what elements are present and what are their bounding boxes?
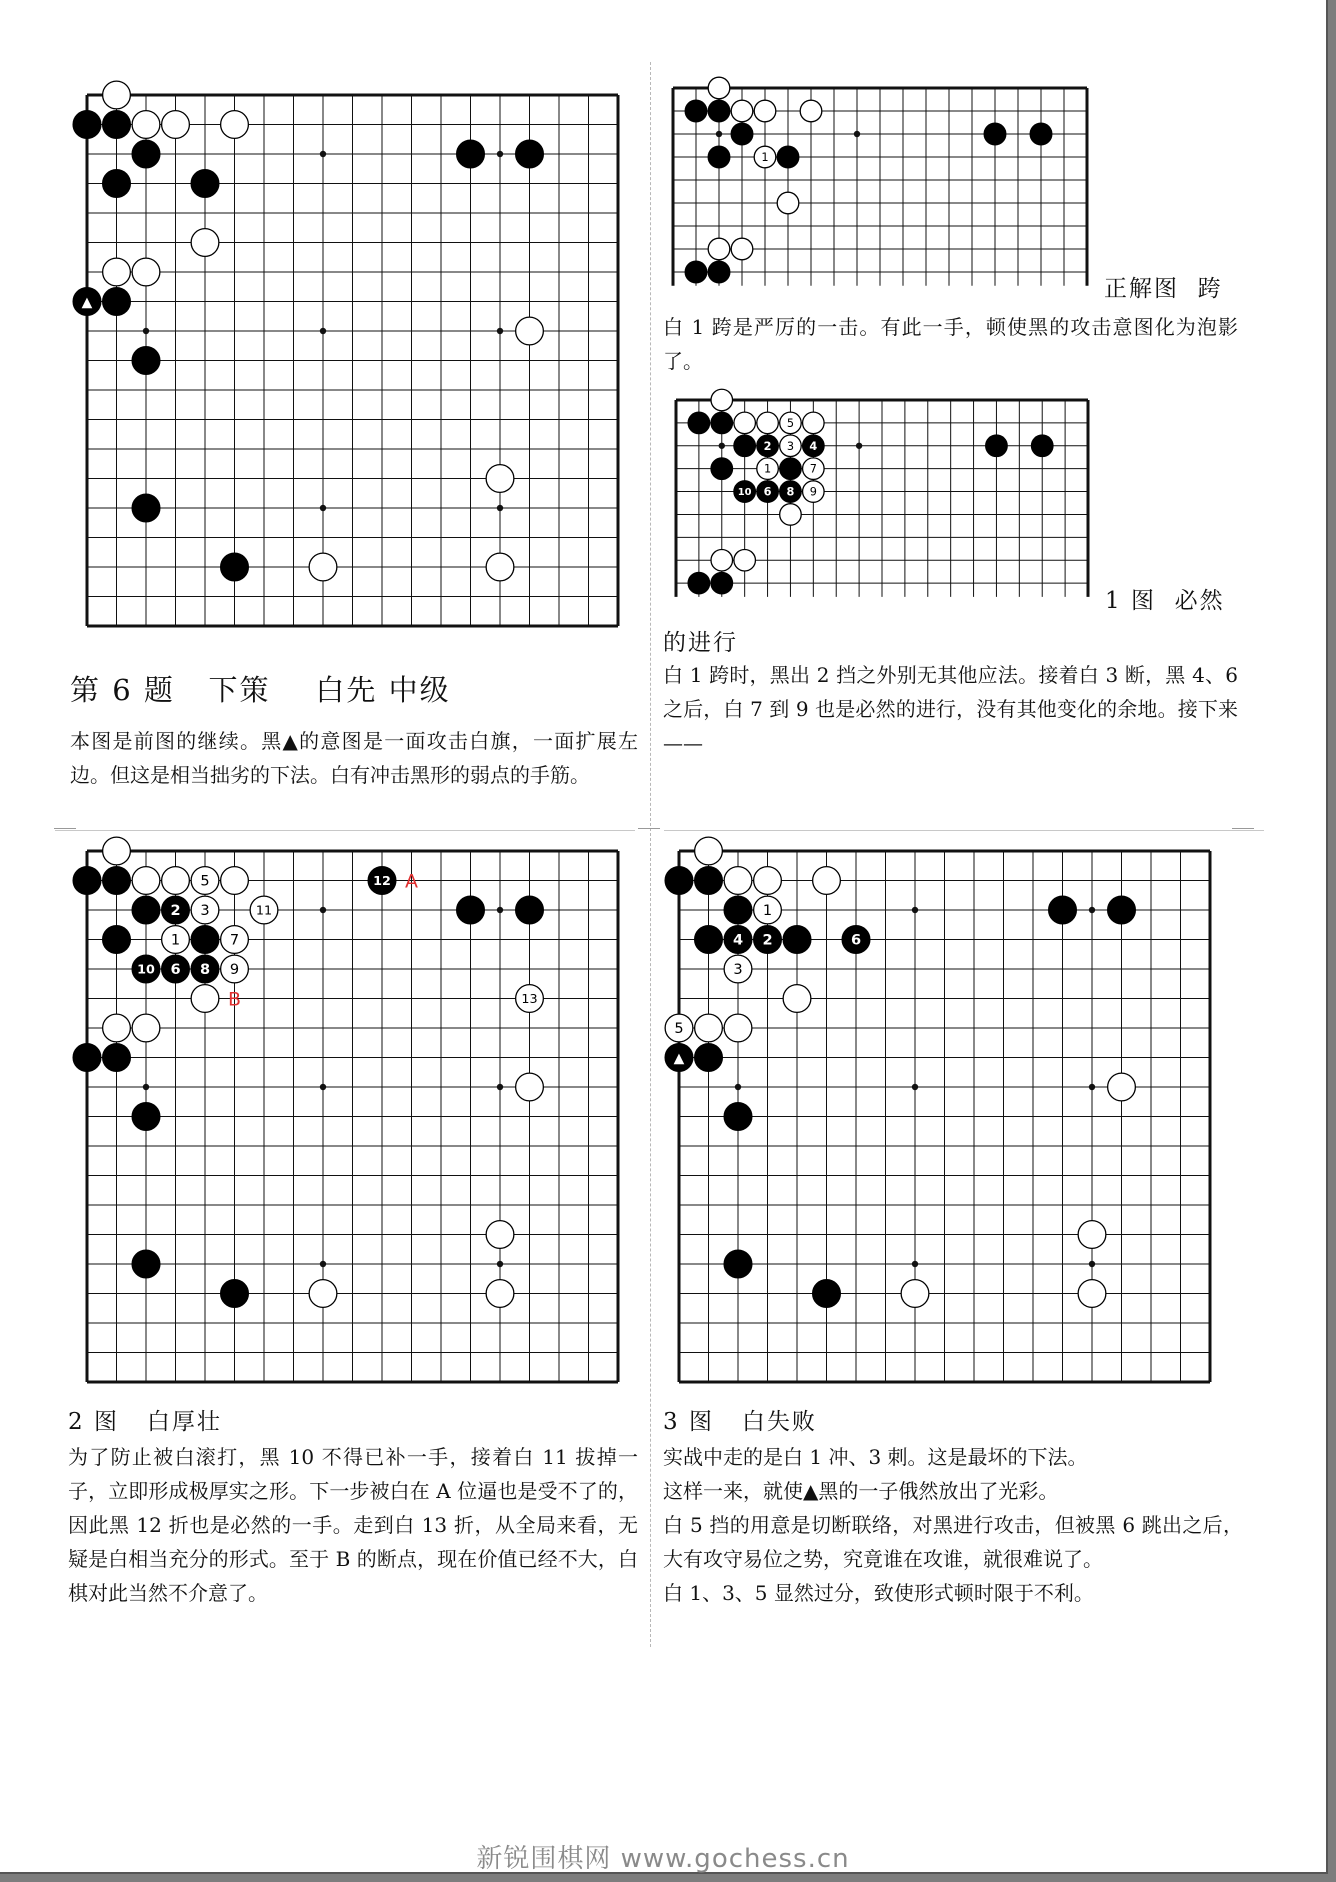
white-stone — [724, 867, 752, 895]
white-stone — [754, 896, 782, 924]
white-stone — [162, 926, 190, 954]
hoshi-point — [497, 505, 503, 511]
solution-paragraph: 白 1 跨是严厉的一击。有此一手，顿使黑的攻击意图化为泡影了。 — [663, 315, 1238, 373]
hoshi-point — [320, 328, 326, 334]
svg-text:9: 9 — [229, 961, 240, 979]
black-stone — [711, 572, 733, 594]
white-stone — [221, 955, 249, 983]
fig3-line-3: 白 5 挡的用意是切断联络，对黑进行攻击，但被黑 6 跳出之后，大有攻守易位之势，究竟谁在攻谁，就很难说了。 — [663, 1513, 1243, 1571]
hoshi-point — [320, 907, 326, 913]
white-stone — [132, 111, 160, 139]
white-stone — [754, 867, 782, 895]
fig1-caption: 1 图 必然 — [1105, 588, 1225, 614]
black-stone — [132, 896, 160, 924]
black-stone — [103, 170, 131, 198]
white-stone — [1108, 1073, 1136, 1101]
svg-text:13: 13 — [521, 992, 538, 1008]
white-stone — [132, 1014, 160, 1042]
svg-text:11: 11 — [255, 903, 273, 919]
svg-text:5: 5 — [786, 416, 795, 430]
hoshi-point — [320, 151, 326, 157]
white-stone — [757, 412, 779, 434]
hoshi-point — [716, 131, 722, 137]
black-stone — [665, 1044, 693, 1072]
white-stone — [103, 837, 131, 865]
white-stone — [695, 837, 723, 865]
black-stone — [813, 1280, 841, 1308]
solution-caption: 正解图 跨 — [1104, 276, 1223, 302]
white-stone — [901, 1280, 929, 1308]
white-stone — [803, 412, 825, 434]
black-stone — [191, 170, 219, 198]
black-stone — [724, 1103, 752, 1131]
black-stone — [1030, 123, 1052, 145]
white-stone — [486, 1221, 514, 1249]
black-stone — [724, 896, 752, 924]
hoshi-point — [1089, 1261, 1095, 1267]
hoshi-point — [497, 151, 503, 157]
white-stone — [695, 1014, 723, 1042]
white-stone — [309, 553, 337, 581]
black-stone — [132, 140, 160, 168]
svg-text:5: 5 — [674, 1020, 684, 1038]
black-stone — [457, 140, 485, 168]
black-stone — [708, 261, 730, 283]
white-stone — [103, 81, 131, 109]
black-stone — [103, 288, 131, 316]
hoshi-point — [497, 1261, 503, 1267]
svg-text:2: 2 — [170, 902, 181, 920]
svg-text:1: 1 — [170, 931, 181, 949]
hoshi-point — [719, 443, 725, 449]
black-stone — [1049, 896, 1077, 924]
white-stone — [813, 867, 841, 895]
white-stone — [486, 553, 514, 581]
svg-text:▲: ▲ — [673, 1050, 685, 1067]
row-divider-left — [55, 830, 635, 831]
white-stone — [783, 985, 811, 1013]
fig3-line-1: 实战中走的是白 1 冲、3 刺。这是最坏的下法。 — [663, 1445, 1088, 1469]
white-stone — [724, 1014, 752, 1042]
white-stone — [103, 258, 131, 286]
svg-text:7: 7 — [809, 462, 817, 476]
black-stone — [695, 867, 723, 895]
white-stone — [162, 867, 190, 895]
black-stone — [103, 1044, 131, 1072]
black-stone — [754, 926, 782, 954]
svg-text:6: 6 — [763, 485, 772, 499]
white-stone — [724, 955, 752, 983]
fig3-caption: 3 图 白失败 — [663, 1409, 817, 1435]
hoshi-point — [320, 505, 326, 511]
hoshi-point — [856, 443, 862, 449]
white-stone — [731, 100, 753, 122]
svg-text:8: 8 — [786, 485, 795, 499]
fig3-line-4: 白 1、3、5 显然过分，致使形式顿时限于不利。 — [663, 1581, 1094, 1605]
black-stone — [132, 1250, 160, 1278]
black-stone — [103, 926, 131, 954]
white-stone — [754, 146, 776, 168]
svg-text:5: 5 — [200, 872, 210, 890]
svg-text:2: 2 — [762, 931, 773, 949]
svg-text:3: 3 — [733, 961, 743, 979]
problem-title: 第 6 题 下策 白先 中级 — [70, 673, 451, 707]
black-stone — [842, 926, 870, 954]
white-stone — [708, 238, 730, 260]
hoshi-point — [143, 1084, 149, 1090]
white-stone — [803, 458, 825, 480]
hoshi-point — [912, 1084, 918, 1090]
black-stone — [665, 867, 693, 895]
svg-text:3: 3 — [200, 902, 210, 920]
white-stone — [734, 412, 756, 434]
hoshi-point — [320, 1261, 326, 1267]
white-stone — [780, 435, 802, 457]
white-stone — [708, 77, 730, 99]
board-svg — [84, 848, 621, 1385]
svg-text:9: 9 — [809, 485, 817, 499]
black-stone — [757, 435, 779, 457]
black-stone — [221, 1280, 249, 1308]
black-stone — [1108, 896, 1136, 924]
white-stone — [516, 985, 544, 1013]
svg-text:7: 7 — [229, 931, 240, 949]
svg-text:1: 1 — [762, 902, 773, 920]
svg-text:4: 4 — [732, 931, 744, 949]
white-stone — [250, 896, 278, 924]
black-stone — [688, 412, 710, 434]
black-stone — [708, 100, 730, 122]
white-stone — [803, 481, 825, 503]
hoshi-point — [497, 907, 503, 913]
black-stone — [221, 553, 249, 581]
board-svg — [673, 397, 1091, 606]
black-stone — [73, 867, 101, 895]
board-point-label: B — [227, 988, 242, 1011]
hoshi-point — [320, 1084, 326, 1090]
black-stone — [780, 481, 802, 503]
white-stone — [757, 458, 779, 480]
fig3-line-2: 这样一来，就使▲黑的一子俄然放出了光彩。 — [663, 1479, 1059, 1503]
black-stone — [803, 435, 825, 457]
hoshi-point — [143, 328, 149, 334]
white-stone — [516, 1073, 544, 1101]
white-stone — [711, 549, 733, 571]
black-stone — [724, 926, 752, 954]
hoshi-point — [1089, 1084, 1095, 1090]
black-stone — [695, 1044, 723, 1072]
svg-text:6: 6 — [850, 931, 862, 949]
black-stone — [132, 494, 160, 522]
crop-mark — [638, 828, 660, 829]
board-svg — [670, 85, 1090, 295]
white-stone — [486, 1280, 514, 1308]
black-stone — [516, 140, 544, 168]
white-stone — [777, 192, 799, 214]
black-stone — [685, 100, 707, 122]
svg-text:1: 1 — [761, 150, 769, 165]
white-stone — [103, 1014, 131, 1042]
black-stone — [711, 412, 733, 434]
black-stone — [191, 955, 219, 983]
board-point-label: A — [405, 870, 418, 893]
white-stone — [734, 549, 756, 571]
black-stone — [695, 926, 723, 954]
crop-mark — [1232, 828, 1254, 829]
hoshi-point — [497, 1084, 503, 1090]
fig1-caption-cont: 的进行 — [663, 630, 738, 656]
board-problem — [81, 92, 621, 629]
column-divider — [650, 62, 651, 1647]
black-stone — [731, 123, 753, 145]
black-stone — [724, 1250, 752, 1278]
black-stone — [73, 111, 101, 139]
white-stone — [191, 229, 219, 257]
black-stone — [457, 896, 485, 924]
hoshi-point — [912, 907, 918, 913]
black-stone — [368, 867, 396, 895]
white-stone — [309, 1280, 337, 1308]
crop-mark — [54, 828, 76, 829]
white-stone — [665, 1014, 693, 1042]
white-stone — [754, 100, 776, 122]
black-stone — [708, 146, 730, 168]
hoshi-point — [912, 1261, 918, 1267]
white-stone — [162, 111, 190, 139]
black-stone — [516, 896, 544, 924]
white-stone — [1078, 1280, 1106, 1308]
black-stone — [103, 867, 131, 895]
white-stone — [221, 111, 249, 139]
black-stone — [734, 481, 756, 503]
white-stone — [191, 985, 219, 1013]
board-solution — [670, 85, 1090, 295]
svg-text:3: 3 — [786, 439, 795, 453]
board-fig3 — [673, 848, 1213, 1385]
board-svg — [673, 848, 1213, 1385]
problem-paragraph: 本图是前图的继续。黑▲的意图是一面攻击白旗，一面扩展左边。但这是相当拙劣的下法。白有冲击黑形的弱点的手筋。 — [70, 729, 638, 787]
black-stone — [734, 435, 756, 457]
black-stone — [132, 955, 160, 983]
row-divider-right — [664, 830, 1264, 831]
white-stone — [191, 896, 219, 924]
svg-text:1: 1 — [763, 462, 772, 476]
svg-text:6: 6 — [170, 961, 181, 979]
svg-text:10: 10 — [737, 487, 752, 499]
black-stone — [132, 347, 160, 375]
black-stone — [984, 123, 1006, 145]
hoshi-point — [497, 328, 503, 334]
board-fig2 — [84, 848, 621, 1385]
black-stone — [783, 926, 811, 954]
white-stone — [780, 412, 802, 434]
black-stone — [1031, 435, 1053, 457]
white-stone — [486, 465, 514, 493]
board-fig1 — [673, 397, 1091, 606]
black-stone — [780, 458, 802, 480]
white-stone — [516, 317, 544, 345]
board-svg — [81, 92, 621, 629]
svg-text:12: 12 — [373, 874, 391, 890]
black-stone — [711, 458, 733, 480]
black-stone — [162, 896, 190, 924]
white-stone — [731, 238, 753, 260]
white-stone — [221, 926, 249, 954]
hoshi-point — [854, 131, 860, 137]
hoshi-point — [1089, 907, 1095, 913]
svg-text:4: 4 — [809, 439, 818, 453]
svg-text:10: 10 — [137, 962, 155, 978]
white-stone — [191, 867, 219, 895]
white-stone — [221, 867, 249, 895]
white-stone — [1078, 1221, 1106, 1249]
black-stone — [132, 1103, 160, 1131]
fig2-paragraph: 为了防止被白滚打，黑 10 不得已补一手，接着白 11 拔掉一子，立即形成极厚实之形。下一步被白在 A 位逼也是受不了的，因此黑 12 折也是必然的一手。走到白 13 折，从全局来看，无疑是白相当充分的形式。至于 B 的断点，现在价值已经不大，白棋对此当然不介意了。 — [68, 1445, 638, 1605]
black-stone — [73, 1044, 101, 1072]
black-stone — [191, 926, 219, 954]
svg-text:▲: ▲ — [81, 294, 93, 311]
site-footer: 新锐围棋网 www.gochess.cn — [476, 1844, 850, 1874]
black-stone — [777, 146, 799, 168]
white-stone — [132, 258, 160, 286]
svg-text:2: 2 — [763, 439, 772, 453]
black-stone — [73, 288, 101, 316]
white-stone — [800, 100, 822, 122]
black-stone — [688, 572, 710, 594]
white-stone — [711, 389, 733, 411]
black-stone — [685, 261, 707, 283]
fig1-paragraph: 白 1 跨时，黑出 2 挡之外别无其他应法。接着白 3 断，黑 4、6 之后，白 7 到 9 也是必然的进行，没有其他变化的余地。接下来—— — [663, 663, 1238, 755]
black-stone — [757, 481, 779, 503]
svg-text:8: 8 — [199, 961, 211, 979]
black-stone — [986, 435, 1008, 457]
hoshi-point — [735, 1084, 741, 1090]
black-stone — [162, 955, 190, 983]
fig2-caption: 2 图 白厚壮 — [68, 1409, 222, 1435]
white-stone — [780, 504, 802, 526]
black-stone — [103, 111, 131, 139]
white-stone — [132, 867, 160, 895]
